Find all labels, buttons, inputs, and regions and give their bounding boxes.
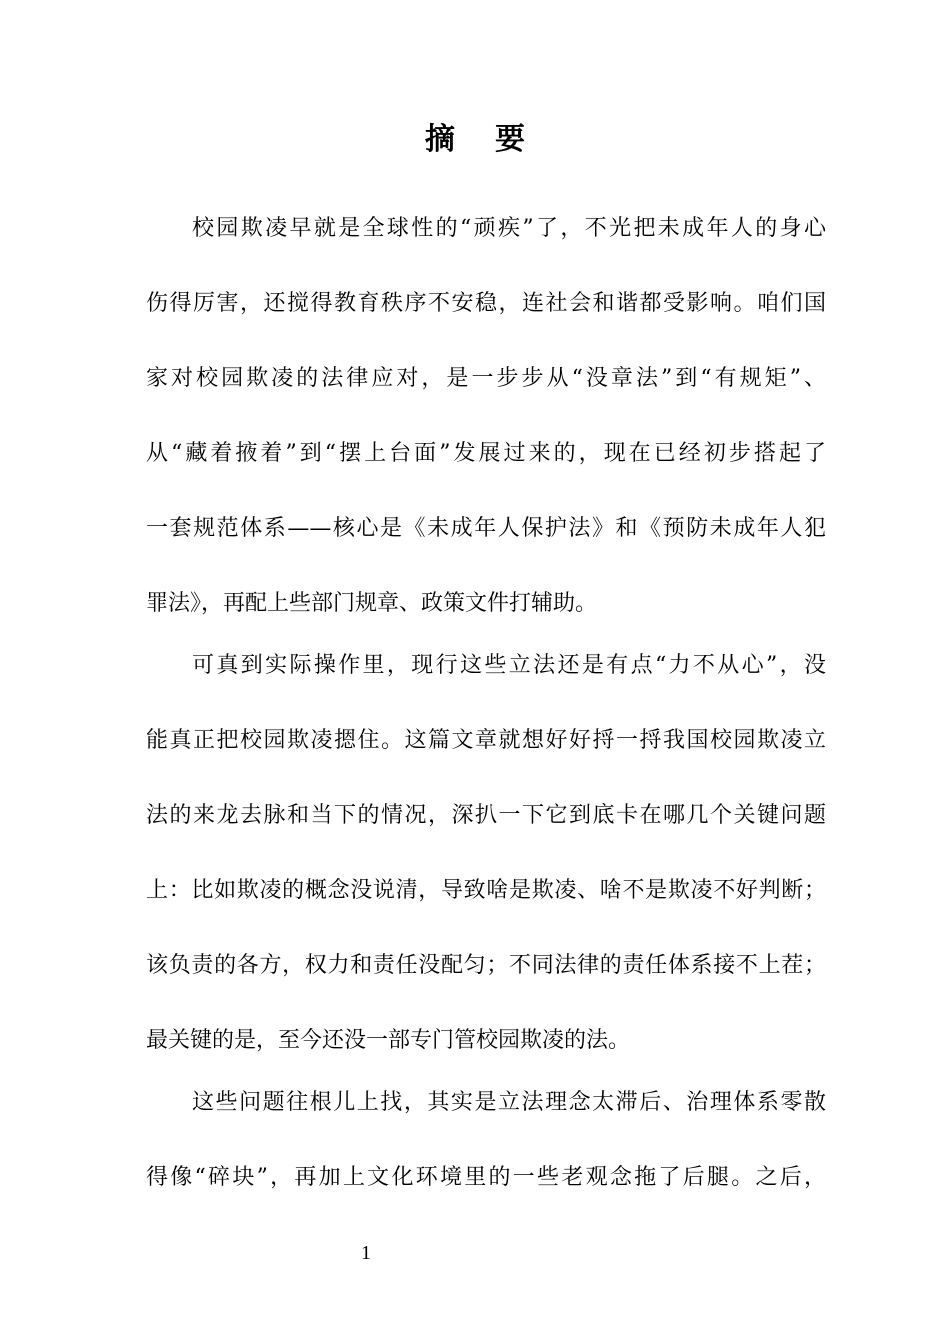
paragraph-1-line-2: 伤得厉害，还搅得教育秩序不安稳，连社会和谐都受影响。咱们国 [146, 291, 826, 316]
paragraph-2-line-6: 最关键的是，至今还没一部专门管校园欺凌的法。 [146, 1028, 631, 1053]
title-char-2: 要 [495, 122, 525, 157]
paragraph-2-line-1: 可真到实际操作里，现行这些立法还是有点“力不从心”，没 [192, 653, 826, 678]
paragraph-3-line-1: 这些问题往根儿上找，其实是立法理念太滞后、治理体系零散 [192, 1090, 826, 1115]
page-number: 1 [361, 1242, 371, 1264]
page-title [0, 118, 950, 162]
paragraph-2-line-2: 能真正把校园欺凌摁住。这篇文章就想好好捋一捋我国校园欺凌立 [146, 728, 826, 753]
paragraph-1-line-5: 一套规范体系——核心是《未成年人保护法》和《预防未成年人犯 [146, 516, 826, 541]
paragraph-3-line-2: 得像“碎块”，再加上文化环境里的一些老观念拖了后腿。之后， [146, 1165, 826, 1190]
paragraph-2-line-3: 法的来龙去脉和当下的情况，深扒一下它到底卡在哪几个关键问题 [146, 803, 826, 828]
paragraph-1-line-3: 家对校园欺凌的法律应对，是一步步从“没章法”到“有规矩”、 [146, 366, 826, 391]
paragraph-1-line-1: 校园欺凌早就是全球性的“顽疾”了，不光把未成年人的身心 [192, 216, 826, 241]
title-char-1: 摘 [425, 122, 455, 157]
paragraph-1-line-4: 从“藏着掖着”到“摆上台面”发展过来的，现在已经初步搭起了 [146, 441, 826, 466]
paragraph-2-line-4: 上：比如欺凌的概念没说清，导致啥是欺凌、啥不是欺凌不好判断； [146, 878, 826, 903]
paragraph-2-line-5: 该负责的各方，权力和责任没配匀；不同法律的责任体系接不上茬； [146, 953, 826, 978]
paragraph-1-line-6: 罪法》，再配上些部门规章、政策文件打辅助。 [146, 591, 598, 616]
